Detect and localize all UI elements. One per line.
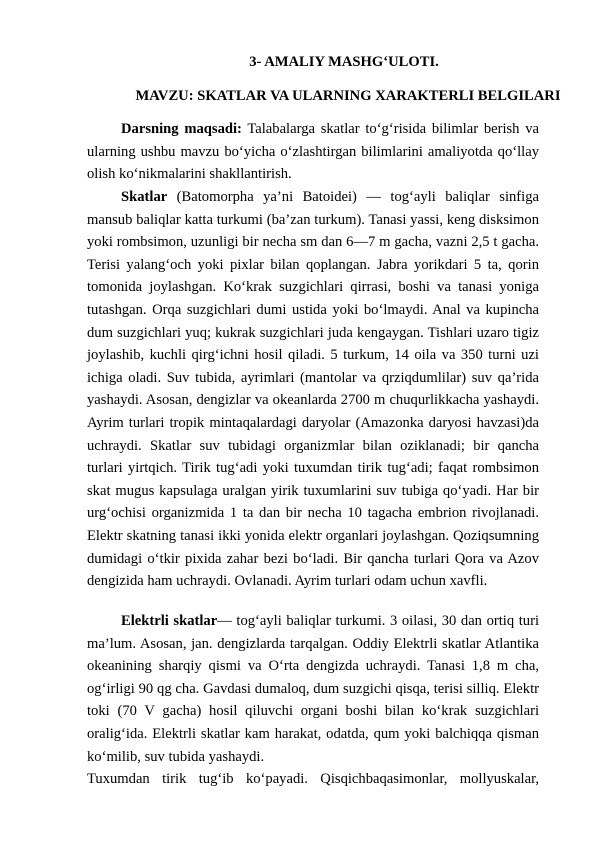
- elektrli-skatlar-text: — tog‘ayli baliqlar turkumi. 3 oilasi, 30 dan ortiq turi ma’lum. Asosan, jan. dengizlarda tarqalgan. Oddiy Elektrli skatlar Atlantika okeanining sharqiy qismi va O‘rta dengizda uchraydi. Tanasi 1,8 m cha, og‘irligi 90 qg cha. Gavdasi dumaloq, dum suzgichi qisqa, terisi silliq. Elektr toki (70 V gacha) hosil qiluvchi organi boshi bilan ko‘krak suzgichlari oralig‘ida. Elektrli skatlar kam harakat, odatda, qum yoki balchiqqa qisman ko‘milib, suv tubida yashaydi.: [87, 613, 539, 765]
- practical-lesson-title: 3- AMALIY MASHG‘ULOTI.: [249, 54, 439, 70]
- skatlar-term: Skatlar: [121, 189, 168, 205]
- elektrli-skatlar-continued-line: Tuxumdan tirik tug‘ib ko‘payadi. Qisqichbaqasimonlar, mollyuskalar,: [87, 771, 539, 788]
- skatlar-paragraph: [87, 186, 539, 593]
- lesson-aim-label: Darsning maqsadi:: [121, 121, 242, 137]
- elektrli-skatlar-term: Elektrli skatlar: [121, 613, 218, 629]
- skatlar-text: (Batomorpha ya’ni Batoidei) — tog‘ayli baliqlar sinfiga mansub baliqlar katta turkumi (ba’zan turkum). Tanasi yassi, keng disksimon yoki rombsimon, uzunligi bir necha sm dan 6—7 m gacha, vazni 2,5 t gacha. Terisi yalang‘och yoki pixlar bilan qoplangan. Jabra yorikdari 5 ta, qorin tomonida joylashgan. Ko‘krak suzgichlari qirrasi, boshi va tanasi yoniga tutashgan. Orqa suzgichlari dumi ustida yoki bo‘lmaydi. Anal va kupincha dum suzgichlari yuq; kukrak suzgichlari juda kengaygan. Tishlari uzaro tigiz joylashib, kuchli qirg‘ichni hosil qiladi. 5 turkum, 14 oila va 350 turni uzi ichiga oladi. Suv tubida, ayrimlari (mantolar va qrziqdumlilar) suv qa’rida yashaydi. Asosan, dengizlar va okeanlarda 2700 m chuqurlikkacha yashaydi. Ayrim turlari tropik mintaqalardagi daryolar (Amazonka daryosi havzasi)da uchraydi. Skatlar suv tubidagi organizmlar bilan oziklanadi; bir qancha turlari yirtqich. Tirik tug‘adi yoki tuxumdan tirik tug‘adi; faqat rombsimon skat mugus kapsulaga uralgan yirik tuxumlarini suv tubiga qo‘yadi. Har bir urg‘ochisi organizmida 1 ta dan bir necha 10 tagacha embrion rivojlanadi. Elektr skatning tanasi ikki yonida elektr organlari joylashgan. Qoziqsumning dumidagi o‘tkir pixida zahar bezi bo‘ladi. Bir qancha turlari Qora va Azov dengizida ham uchraydi. Ovlanadi. Ayrim turlari odam uchun xavfli.: [87, 189, 539, 590]
- elektrli-skatlar-paragraph: [87, 610, 539, 791]
- lesson-aim-paragraph: [87, 118, 539, 186]
- topic-heading: MAVZU: SKATLAR VA ULARNING XARAKTERLI BELGILARI: [135, 88, 561, 104]
- lesson-aim-text: Talabalarga skatlar to‘g‘risida bilimlar berish va ularning ushbu mavzu bo‘yicha o‘zlashtirgan bilimlarini amaliyotda qo‘llay olish ko‘nikmalarini shakllantirish.: [87, 121, 539, 183]
